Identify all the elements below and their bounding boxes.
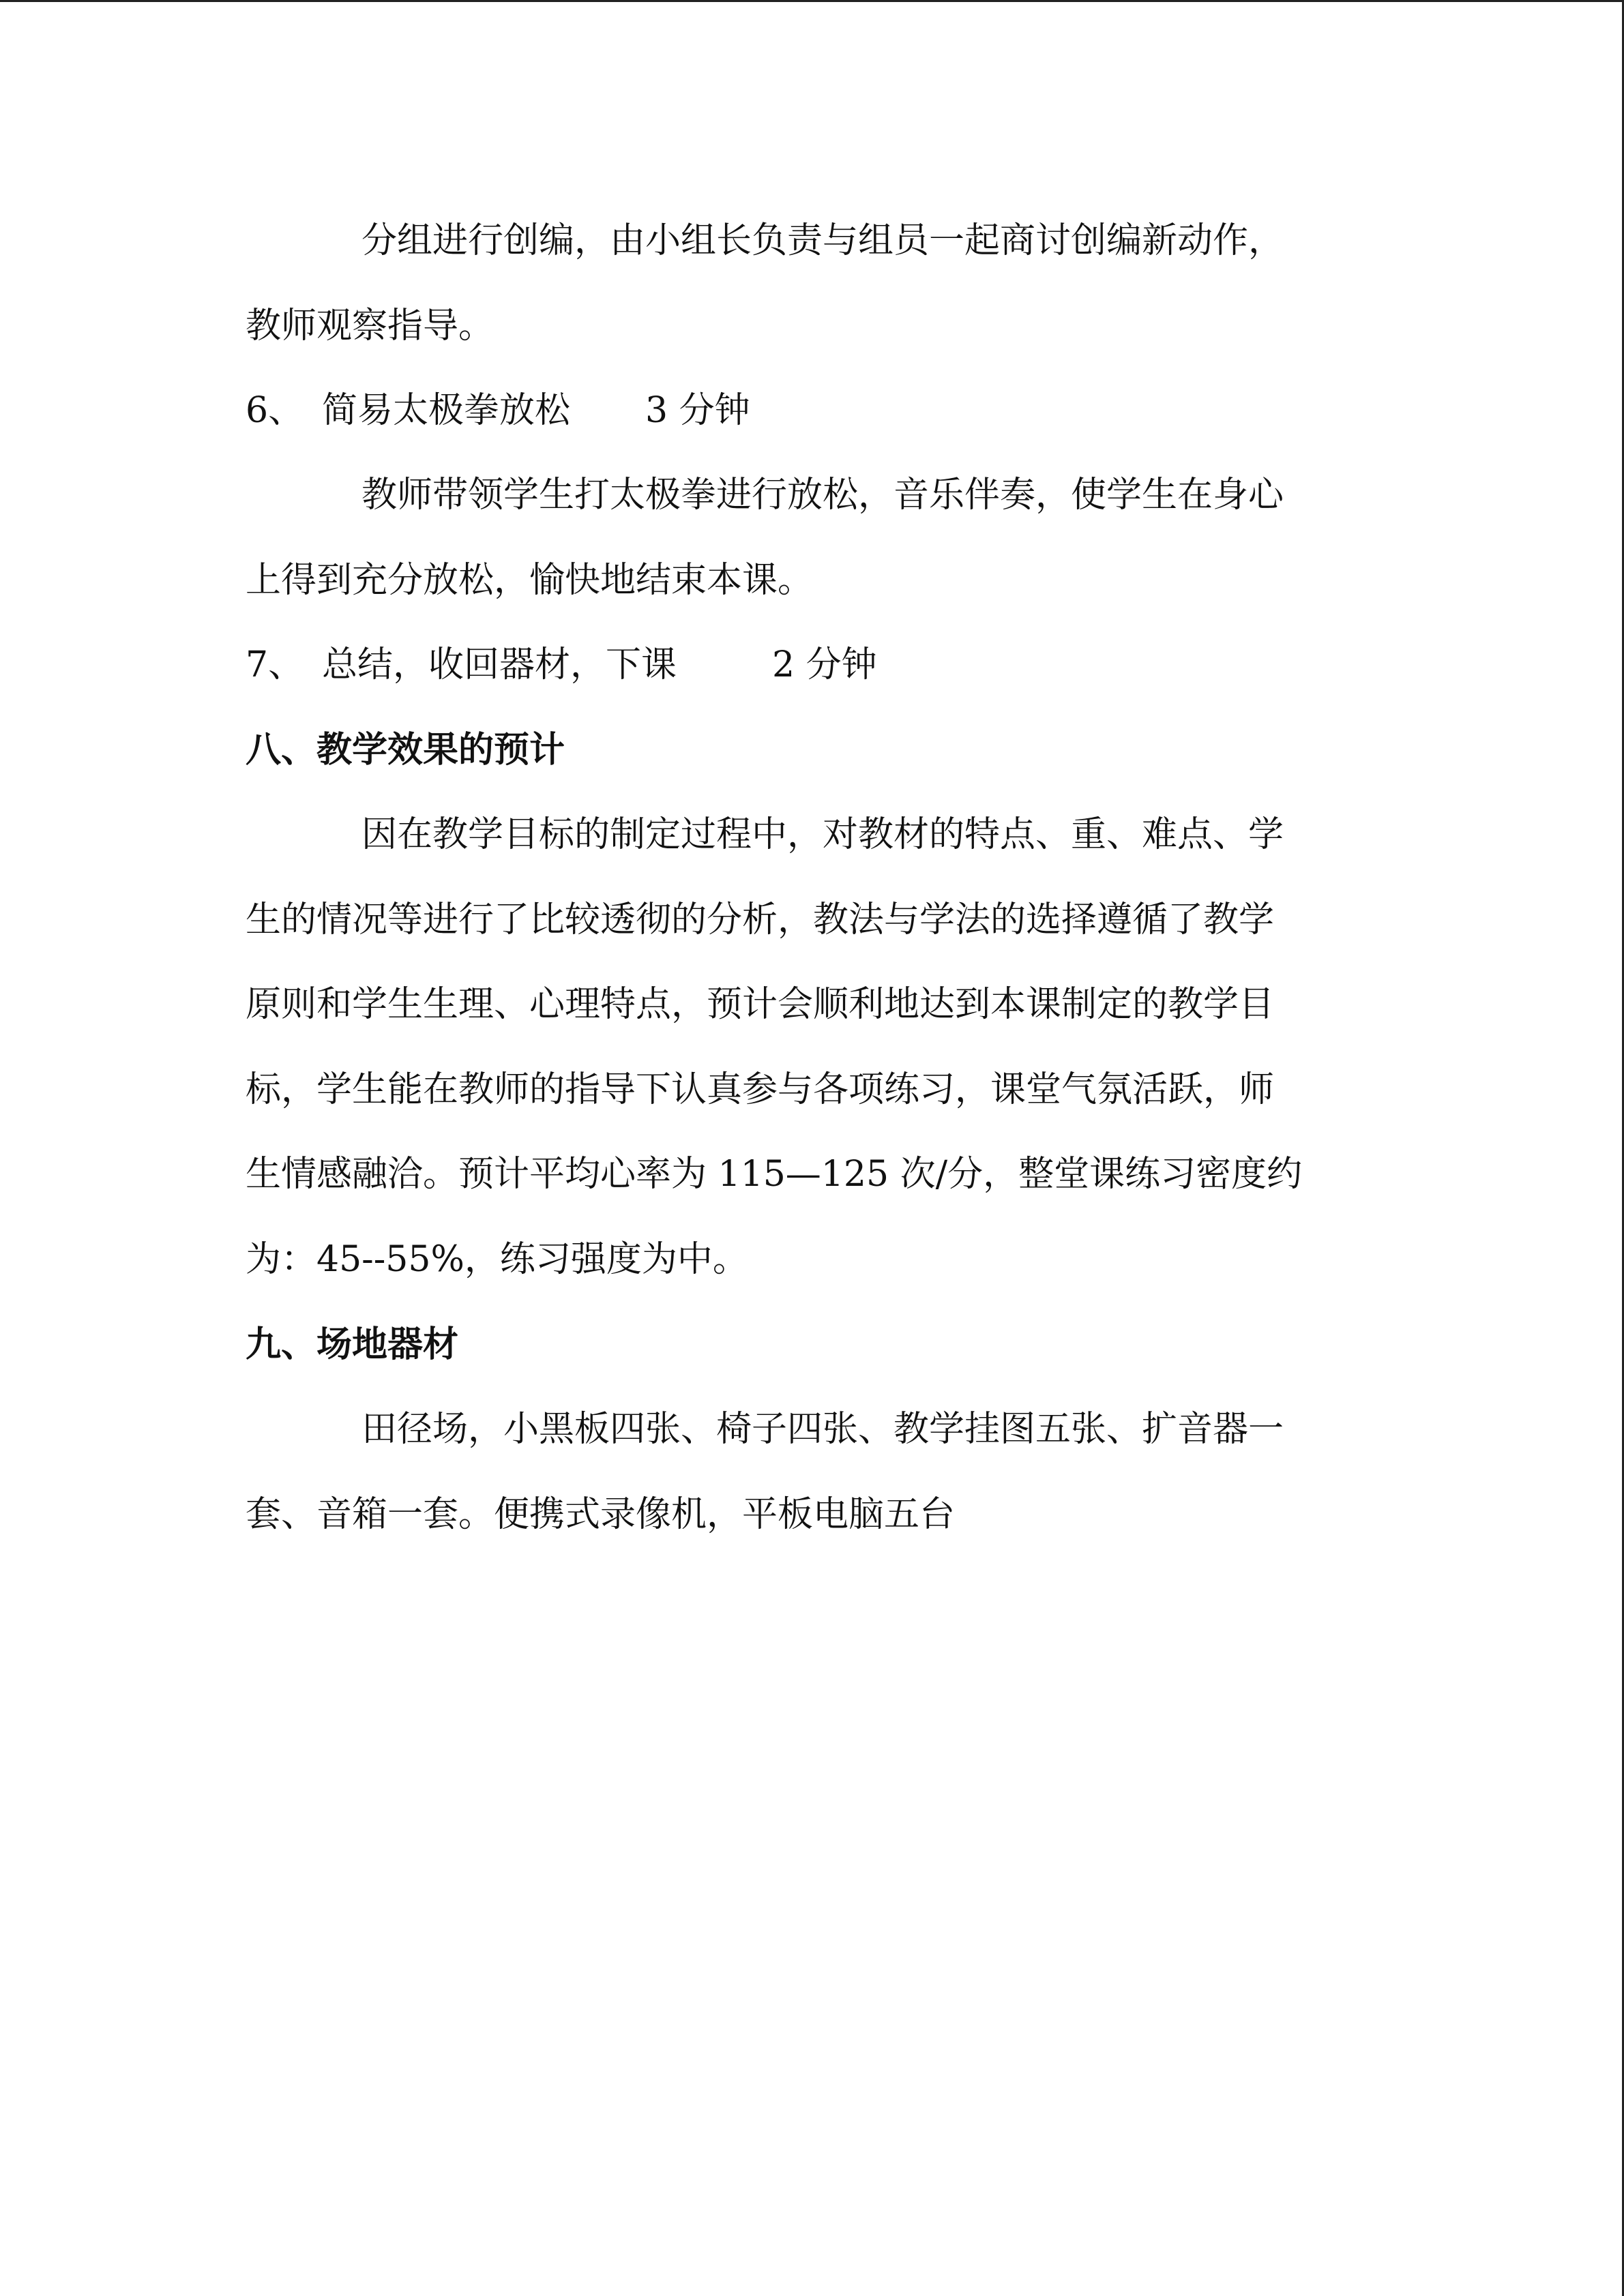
section-heading: 九、场地器材 <box>246 1324 459 1365</box>
list-item-text: 总结，收回器材，下课 <box>322 644 677 685</box>
paragraph-line: 上得到充分放松，愉快地结束本课。 <box>246 560 814 601</box>
list-item-duration: 2 分钟 <box>772 644 877 685</box>
list-item-text: 简易太极拳放松 <box>322 390 571 431</box>
paragraph-line: 因在教学目标的制定过程中，对教材的特点、重、难点、学 <box>361 814 1284 855</box>
list-item-6 <box>246 389 750 432</box>
paragraph-line: 教师带领学生打太极拳进行放松，音乐伴奏，使学生在身心 <box>361 475 1284 516</box>
page-top-border <box>0 0 1624 2</box>
list-item-7 <box>246 643 877 687</box>
paragraph-line: 套、音箱一套。便携式录像机，平板电脑五台 <box>246 1494 956 1535</box>
paragraph-line: 原则和学生生理、心理特点，预计会顺利地达到本课制定的教学目 <box>246 984 1275 1025</box>
paragraph-line: 生的情况等进行了比较透彻的分析，教法与学法的选择遵循了教学 <box>246 899 1275 940</box>
section-heading: 八、教学效果的预计 <box>246 730 565 771</box>
list-item-number: 7、 <box>246 644 304 685</box>
paragraph-line: 生情感融洽。预计平均心率为 115—125 次/分，整堂课练习密度约 <box>246 1154 1303 1195</box>
list-item-number: 6、 <box>246 390 304 431</box>
paragraph-line: 田径场，小黑板四张、椅子四张、教学挂图五张、扩音器一 <box>361 1409 1284 1450</box>
paragraph-line: 为：45--55%，练习强度为中。 <box>246 1239 748 1280</box>
paragraph-line: 教师观察指导。 <box>246 305 494 346</box>
paragraph-line: 标，学生能在教师的指导下认真参与各项练习，课堂气氛活跃，师 <box>246 1069 1275 1110</box>
paragraph-line: 分组进行创编，由小组长负责与组员一起商讨创编新动作， <box>361 220 1284 261</box>
list-item-duration: 3 分钟 <box>645 390 750 431</box>
